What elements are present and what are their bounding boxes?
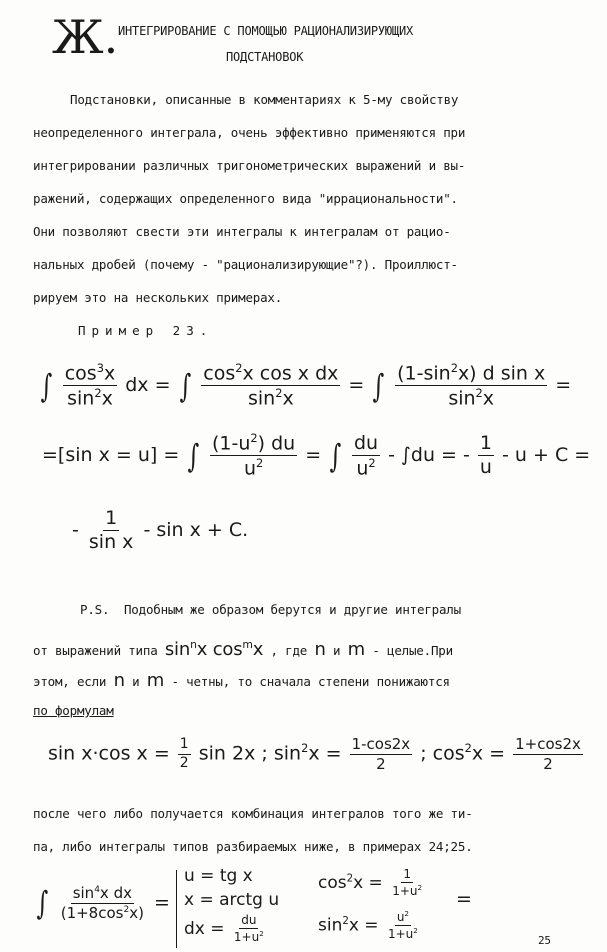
formula-line-1: ∫ $\frac{\cos^3x}{\sin^2x}$ dx = ∫ $\frac{\cos^2x \cos x dx}{\sin^2x}$ = ∫ $\frac{(1-\sin^2x) d \sin x}{\sin^2x}$ = [40,361,572,410]
section-title-line2: ПОДСТАНОВОК [226,50,304,64]
ps-label: P.S. [80,602,110,617]
paragraph-line: рируем это на нескольких примерах. [33,290,283,305]
ps-line5: после чего либо получается комбинация интегралов того же ти- [33,806,473,821]
substitution-cos: $\cos^2x$ = $\frac{1}{1+u^2}$ [318,867,423,899]
ps-line6: па, либо интегралы типов разбираемых ниже, в примерах 24;25. [33,839,473,854]
example-label: Пример 23. [78,323,214,338]
paragraph-line: нальных дробей (почему - "рационализирующие"?). Проиллюст- [33,257,458,272]
paragraph-line: неопределенного интеграла, очень эффективно применяются при [33,125,466,140]
ps-line1 [80,602,461,617]
substitution-dx: dx = $\frac{du}{1+u^2}$ [184,913,264,945]
formula-line-5: ∫ $\frac{\sin^4x dx}{(1+8\cos^2x)}$ = [36,884,170,922]
paragraph-line: ражений, содержащих определенного вида "иррациональности". [33,191,458,206]
formula-equals: = [456,888,472,910]
section-title-line1: ИНТЕГРИРОВАНИЕ С ПОМОЩЬЮ РАЦИОНАЛИЗИРУЮЩИХ [118,24,414,38]
substitution-bracket [176,870,177,948]
ps-line2: от выражений типа $\sin^nx$ $\cos^mx$ , где n и m - целые.При [33,638,453,660]
formula-line-4: sin x·cos x = $\frac{1}{2}$ sin 2x ; $\sin^2x$ = $\frac{1-\cos 2x}{2}$ ; $\cos^2x$ = $\frac{1+\cos 2x}{2}$ [48,735,581,773]
substitution-x: x = arctg u [184,890,280,910]
paragraph-line: интегрировании различных тригонометрических выражений и вы- [33,158,466,173]
ps-line4: по формулам [33,703,114,718]
ps-text: Подобным же образом берутся и другие интегралы [123,602,461,617]
substitution-sin: $\sin^2x$ = $\frac{u^2}{1+u^2}$ [318,909,418,942]
section-letter: Ж. [52,10,119,64]
paragraph-line: Подстановки, описанные в комментариях к 5-му свойству [70,92,459,107]
ps-line3: этом, если n и m - четны, то сначала степени понижаются [33,670,450,691]
formula-line-2: =[sin x = u] = ∫ $\frac{(1-u^2) du}{u^2}$ = ∫ $\frac{du}{u^2}$ - ∫du = - $\frac{1}{u}$ - u + C = [42,431,591,480]
paragraph-line: Они позволяют свести эти интегралы к интегралам от рацио- [33,224,451,239]
formula-line-3: - $\frac{1}{\text{sin x}}$ - sin x + C. [72,507,249,553]
math-sin-cos-power: $\sin^nx$ $\cos^mx$ [164,638,264,660]
substitution-u: u = tg x [184,866,253,886]
page-number: 25 [538,934,551,947]
